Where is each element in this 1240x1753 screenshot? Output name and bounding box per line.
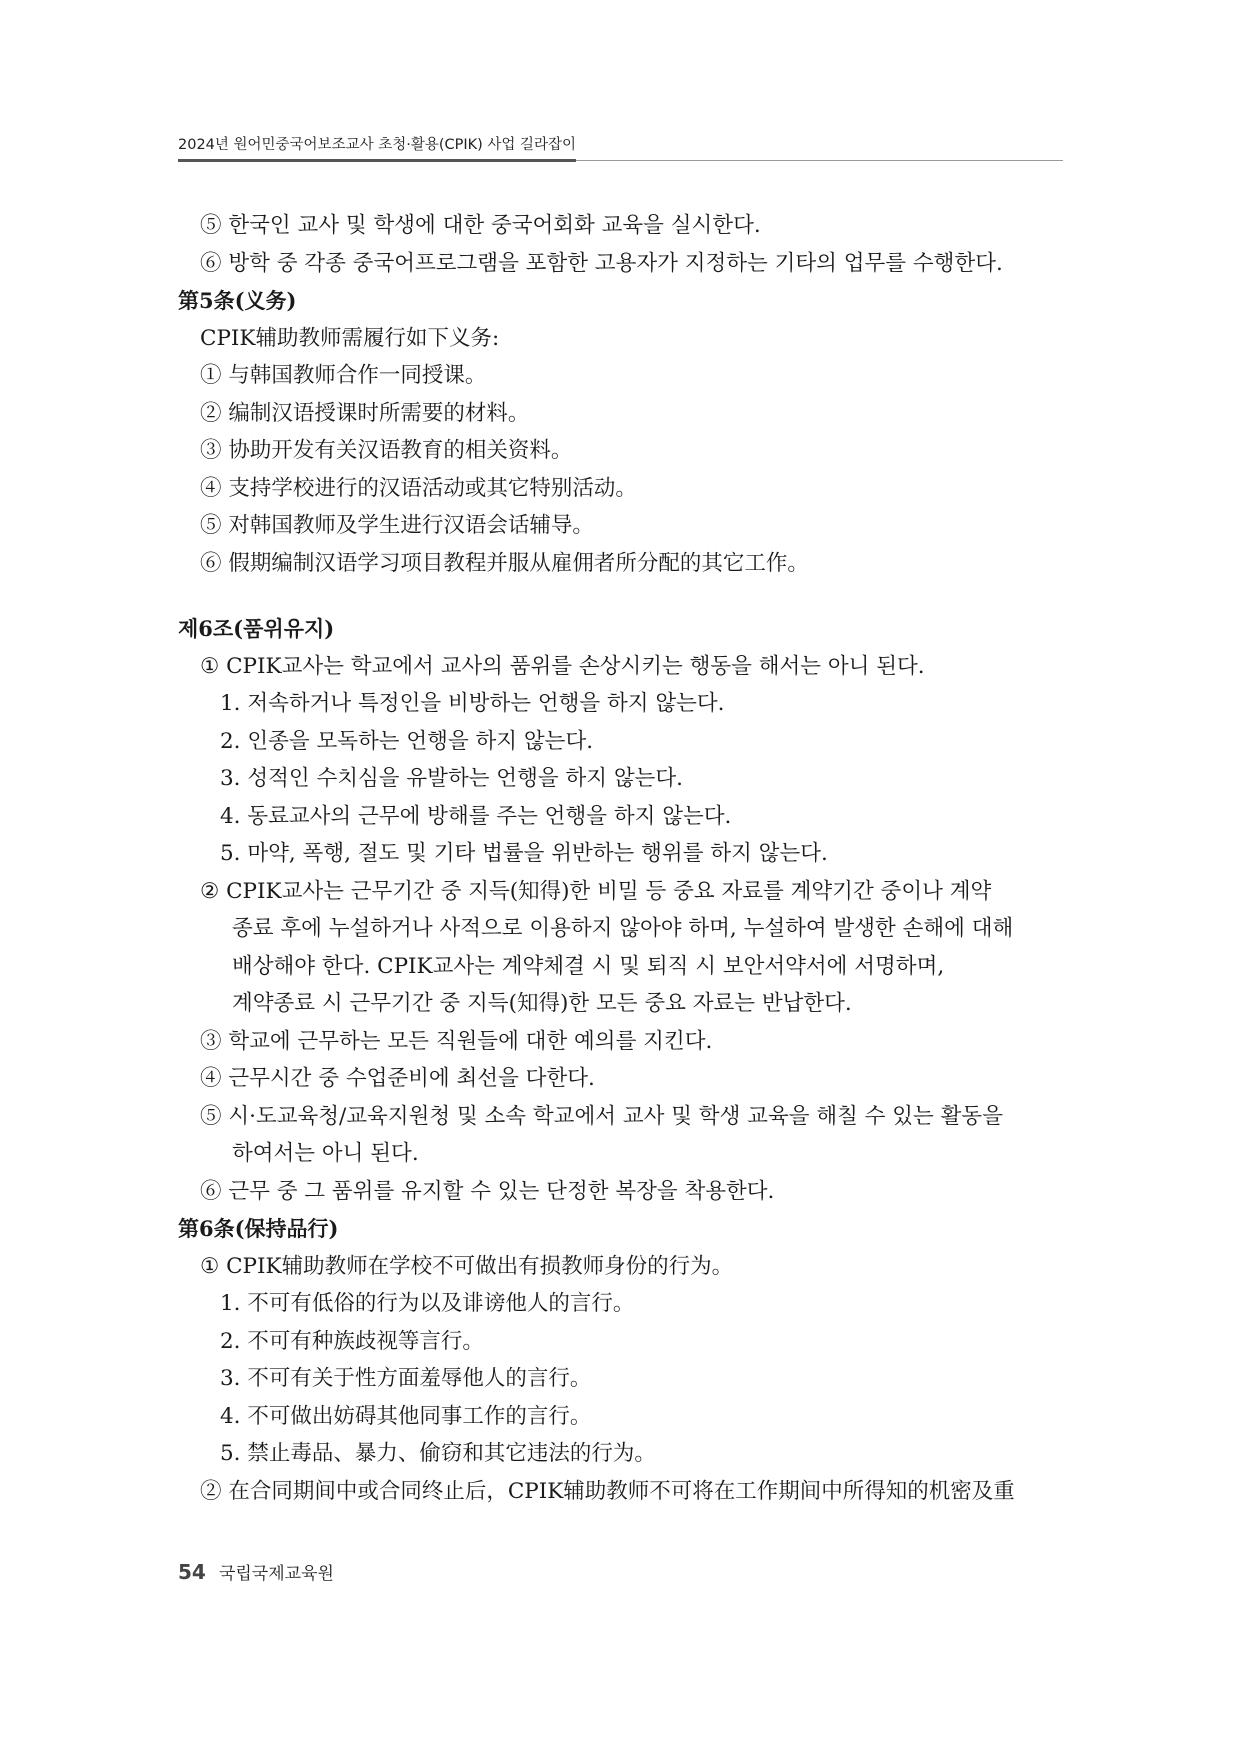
page-body	[178, 207, 1068, 1510]
list-item: ④ 支持学校进行的汉语活动或其它特别活动。	[200, 475, 637, 501]
sub-list-item: 2. 不可有种族歧视等言行。	[220, 1328, 484, 1354]
section-heading: 第6条(保持品行)	[178, 1216, 339, 1241]
sub-list-item: 2. 인종을 모독하는 언행을 하지 않는다.	[220, 728, 594, 754]
list-item: ① 与韩国教师合作一同授课。	[200, 363, 487, 388]
section-heading: 제6조(품위유지)	[178, 616, 335, 641]
header-rule-thin	[576, 160, 1063, 161]
sub-list-item: 4. 不可做出妨碍其他同事工作的言行。	[220, 1403, 592, 1429]
running-header: 2024년 원어민중국어보조교사 초청·활용(CPIK) 사업 길라잡이	[178, 137, 577, 153]
list-item-continuation: 배상해야 한다. CPIK교사는 계약체결 시 및 퇴직 시 보안서약서에 서명하며,	[232, 953, 945, 979]
sub-list-item: 4. 동료교사의 근무에 방해를 주는 언행을 하지 않는다.	[220, 803, 732, 829]
sub-list-item: 3. 不可有关于性方面羞辱他人的言行。	[220, 1366, 592, 1391]
list-item: ② 在合同期间中或合同终止后，CPIK辅助教师不可将在工作期间中所得知的机密及重	[200, 1478, 1015, 1504]
list-item: ⑤ 对韩国教师及学生进行汉语会话辅导。	[200, 513, 594, 538]
sub-list-item: 1. 不可有低俗的行为以及诽谤他人的言行。	[220, 1291, 635, 1316]
sub-list-item: 5. 禁止毒品、暴力、偷窃和其它违法的行为。	[220, 1441, 656, 1466]
list-item: ③ 학교에 근무하는 모든 직원들에 대한 예의를 지킨다.	[200, 1028, 713, 1054]
list-item: ④ 근무시간 중 수업준비에 최선을 다한다.	[200, 1066, 595, 1091]
list-item-continuation: 하여서는 아니 된다.	[232, 1141, 419, 1166]
page-number: 54	[178, 1560, 206, 1584]
sub-list-item: 5. 마약, 폭행, 절도 및 기타 법률을 위반하는 행위를 하지 않는다.	[220, 841, 828, 866]
section-heading: 第5条(义务)	[178, 288, 297, 313]
sub-list-item: 1. 저속하거나 특정인을 비방하는 언행을 하지 않는다.	[220, 691, 725, 716]
header-rule-thick	[178, 159, 576, 162]
list-item: ② CPIK교사는 근무기간 중 지득(知得)한 비밀 등 중요 자료를 계약기간 중이나 계약	[200, 878, 992, 904]
section-gap	[178, 582, 1068, 610]
publisher-name: 국립국제교육원	[218, 1564, 334, 1584]
list-item: ⑥ 근무 중 그 품위를 유지할 수 있는 단정한 복장을 착용한다.	[200, 1178, 775, 1204]
list-item: ⑥ 방학 중 각종 중국어프로그램을 포함한 고용자가 지정하는 기타의 업무를 수행한다.	[200, 250, 1003, 276]
list-item: ① CPIK辅助教师在学校不可做出有损教师身份的行为。	[200, 1253, 734, 1279]
list-item: ② 编制汉语授课时所需要的材料。	[200, 400, 530, 426]
list-item-continuation: 계약종료 시 근무기간 중 지득(知得)한 모든 중요 자료는 반납한다.	[232, 991, 852, 1016]
list-item: ⑤ 시·도교육청/교육지원청 및 소속 학교에서 교사 및 학생 교육을 해칠 수 있는 활동을	[200, 1103, 1003, 1129]
paragraph: CPIK辅助教师需履行如下义务:	[200, 325, 500, 351]
page-footer	[178, 1559, 334, 1584]
list-item: ① CPIK교사는 학교에서 교사의 품위를 손상시키는 행동을 해서는 아니 된다.	[200, 653, 925, 679]
list-item: ③ 协助开发有关汉语教育的相关资料。	[200, 438, 573, 463]
sub-list-item: 3. 성적인 수치심을 유발하는 언행을 하지 않는다.	[220, 766, 683, 791]
list-item: ⑥ 假期编制汉语学习项目教程并服从雇佣者所分配的其它工作。	[200, 550, 809, 576]
list-item-continuation: 종료 후에 누설하거나 사적으로 이용하지 않아야 하며, 누설하여 발생한 손해에 대해	[232, 916, 1014, 941]
list-item: ⑤ 한국인 교사 및 학생에 대한 중국어회화 교육을 실시한다.	[200, 213, 761, 238]
